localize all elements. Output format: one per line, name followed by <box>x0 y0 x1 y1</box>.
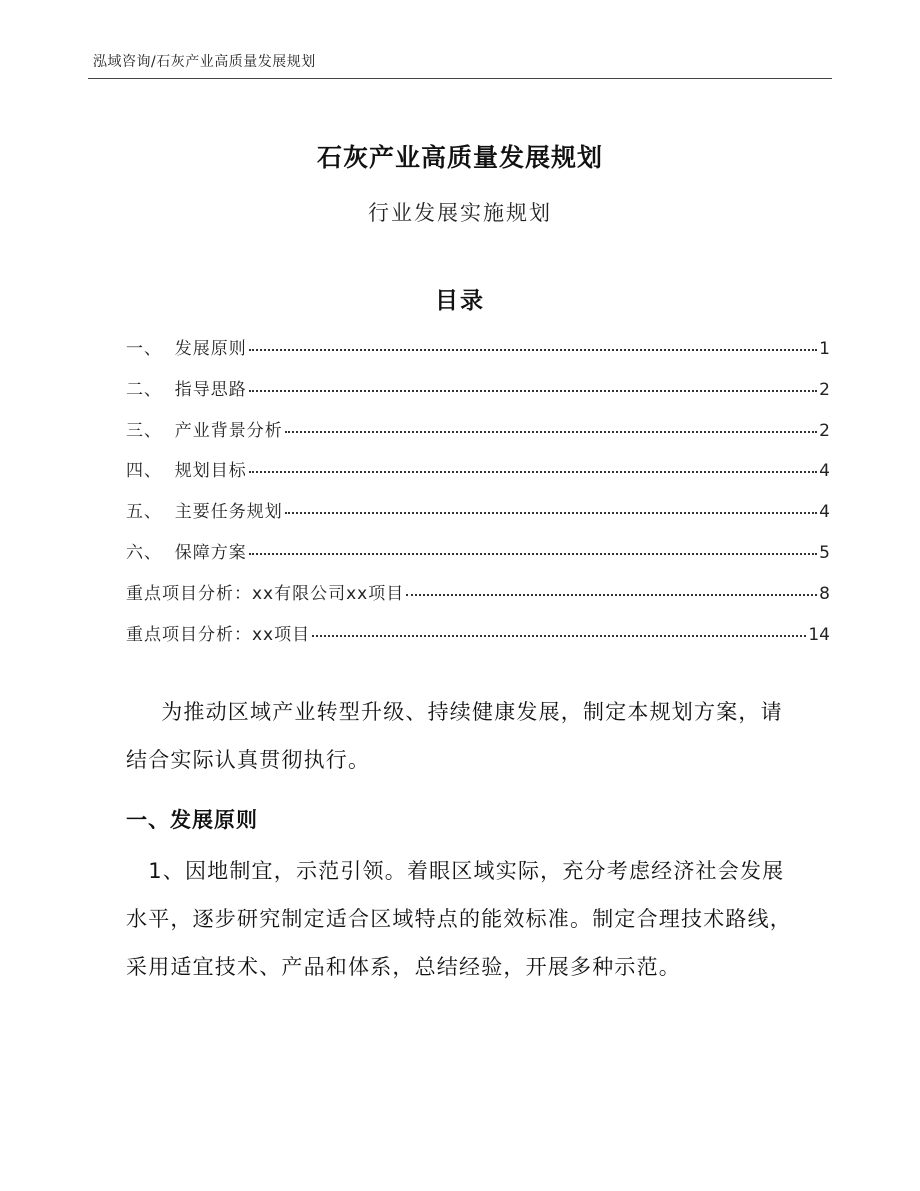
header-divider <box>88 78 832 79</box>
running-header: 泓域咨询/石灰产业高质量发展规划 <box>93 54 316 70</box>
toc-entry[interactable] <box>126 375 830 416</box>
toc-leader-dots <box>249 552 817 555</box>
toc-leader-dots <box>285 511 817 514</box>
toc-leader-dots <box>285 430 817 433</box>
table-of-contents <box>126 334 830 660</box>
toc-entry-page: 14 <box>808 624 830 645</box>
toc-entry-label: 二、 指导思路 <box>126 379 247 400</box>
toc-entry-label: 重点项目分析：xx项目 <box>126 624 311 645</box>
toc-entry[interactable] <box>126 456 830 497</box>
toc-leader-dots <box>406 593 817 596</box>
toc-entry-label: 六、 保障方案 <box>126 542 247 563</box>
toc-entry-page: 5 <box>819 542 830 563</box>
toc-entry[interactable] <box>126 497 830 538</box>
toc-entry-label: 四、 规划目标 <box>126 461 247 482</box>
section-paragraph-line-2: 水平，逐步研究制定适合区域特点的能效标准。制定合理技术路线， <box>126 907 792 931</box>
toc-entry-label: 一、 发展原则 <box>126 339 247 359</box>
toc-entry[interactable] <box>126 579 830 620</box>
toc-entry-page: 2 <box>819 379 830 400</box>
document-title: 石灰产业高质量发展规划 <box>316 143 603 172</box>
toc-entry-page: 1 <box>819 339 830 359</box>
toc-heading: 目录 <box>435 288 485 314</box>
toc-entry[interactable] <box>126 334 830 375</box>
toc-entry[interactable] <box>126 538 830 579</box>
intro-paragraph-line-1: 为推动区域产业转型升级、持续健康发展，制定本规划方案，请 <box>139 700 783 724</box>
section-heading: 一、发展原则 <box>126 808 258 832</box>
section-paragraph-line-3: 采用适宜技术、产品和体系，总结经验，开展多种示范。 <box>126 955 681 979</box>
toc-entry-label: 重点项目分析：xx有限公司xx项目 <box>126 583 405 604</box>
toc-entry-page: 8 <box>819 583 830 604</box>
toc-entry-page: 4 <box>819 502 830 523</box>
section-paragraph-line-1: 1、因地制宜，示范引领。着眼区域实际，充分考虑经济社会发展 <box>126 859 785 883</box>
toc-entry[interactable] <box>126 416 830 457</box>
toc-entry-page: 4 <box>819 461 830 482</box>
toc-entry[interactable] <box>126 620 830 661</box>
toc-entry-label: 五、 主要任务规划 <box>126 502 283 523</box>
document-subtitle: 行业发展实施规划 <box>368 201 552 225</box>
toc-leader-dots <box>249 470 817 473</box>
toc-leader-dots <box>249 348 817 351</box>
toc-entry-label: 三、 产业背景分析 <box>126 420 283 441</box>
toc-entry-page: 2 <box>819 420 830 441</box>
toc-leader-dots <box>249 389 817 392</box>
intro-paragraph-line-2: 结合实际认真贯彻执行。 <box>126 748 371 772</box>
toc-leader-dots <box>312 634 806 637</box>
